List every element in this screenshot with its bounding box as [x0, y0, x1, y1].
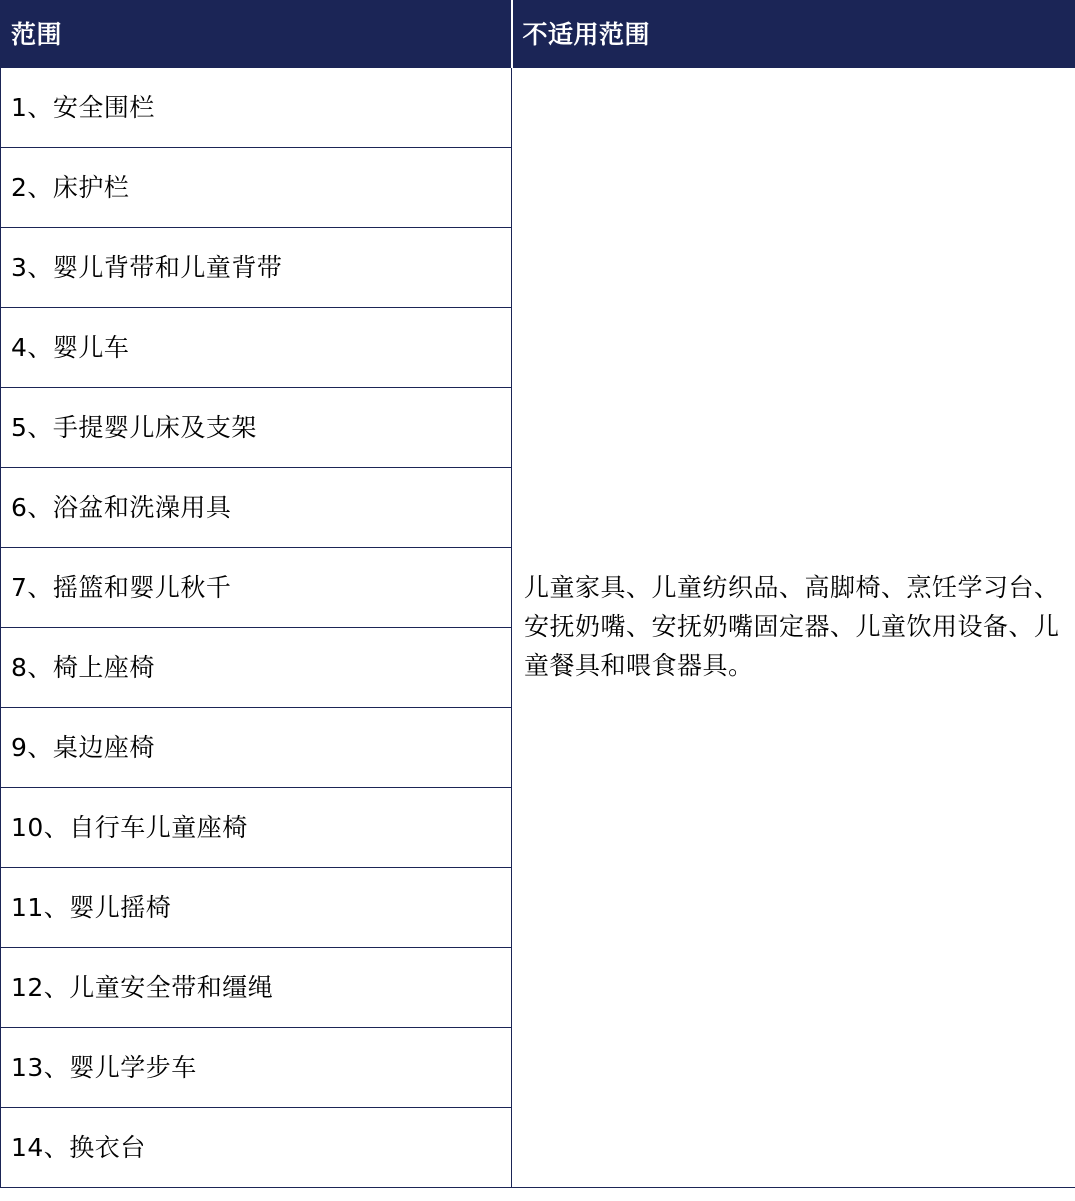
scope-item: 2、床护栏	[1, 148, 512, 228]
scope-item: 8、椅上座椅	[1, 628, 512, 708]
scope-item: 10、自行车儿童座椅	[1, 788, 512, 868]
column-header-not-applicable: 不适用范围	[512, 1, 1075, 68]
scope-item: 12、儿童安全带和缰绳	[1, 948, 512, 1028]
scope-item: 6、浴盆和洗澡用具	[1, 468, 512, 548]
scope-item: 11、婴儿摇椅	[1, 868, 512, 948]
table-body	[1, 68, 1075, 1188]
header-row	[1, 1, 1075, 68]
scope-item: 1、安全围栏	[1, 68, 512, 148]
scope-item: 5、手提婴儿床及支架	[1, 388, 512, 468]
scope-item: 4、婴儿车	[1, 308, 512, 388]
scope-item: 7、摇篮和婴儿秋千	[1, 548, 512, 628]
scope-item: 13、婴儿学步车	[1, 1028, 512, 1108]
scope-item: 14、换衣台	[1, 1108, 512, 1188]
table-header	[1, 1, 1075, 68]
table-row	[1, 68, 1075, 148]
scope-item: 3、婴儿背带和儿童背带	[1, 228, 512, 308]
scope-item: 9、桌边座椅	[1, 708, 512, 788]
not-applicable-scope-text: 儿童家具、儿童纺织品、高脚椅、烹饪学习台、安抚奶嘴、安抚奶嘴固定器、儿童饮用设备、儿童餐具和喂食器具。	[512, 68, 1075, 1188]
column-header-scope: 范围	[1, 1, 512, 68]
